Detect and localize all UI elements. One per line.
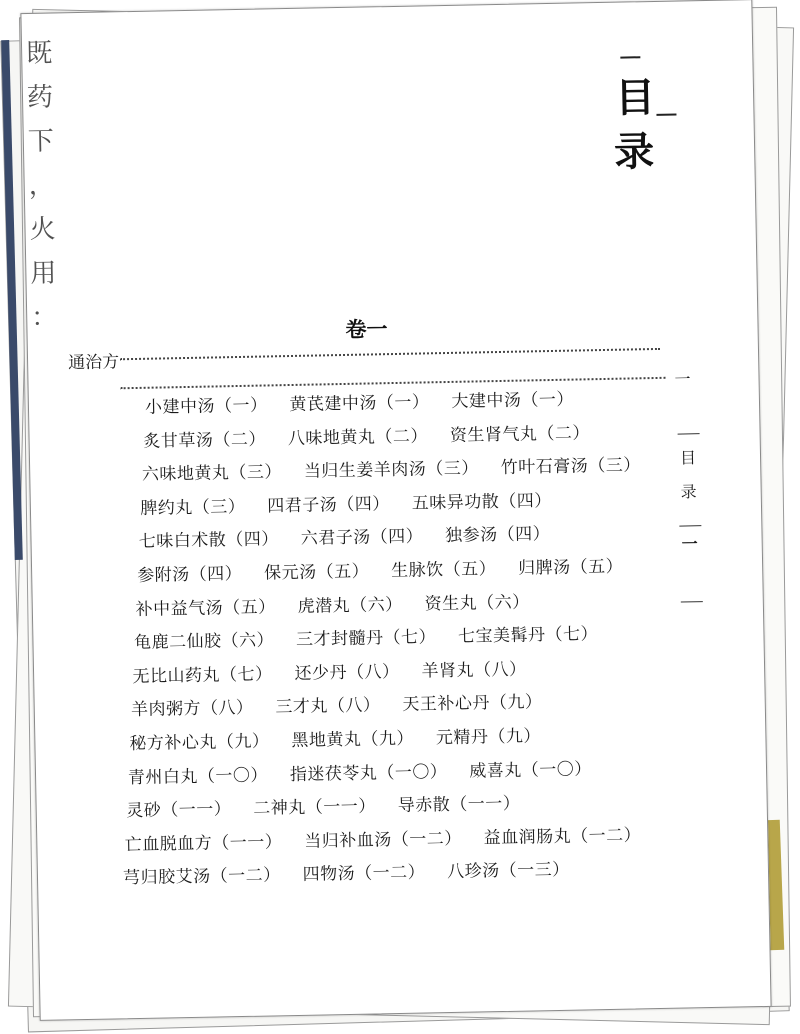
toc-entry: 虎潜丸（六） [297,594,403,617]
bleed-char: 火 [29,214,56,245]
toc-entry: 三才封髓丹（七） [295,627,437,651]
bleed-char: 用 [30,258,57,289]
section-name: 通治方 [67,352,120,374]
title-rule [656,114,676,116]
toc-entry: 六君子汤（四） [300,526,424,550]
toc-entry: 小建中汤（一） [144,395,268,418]
volume-heading: 卷一 [345,317,388,342]
toc-entry: 无比山药丸（七） [132,664,273,687]
toc-entry: 还少丹（八） [294,661,400,684]
contents-page [20,0,771,1021]
toc-entry: 四君子汤（四） [267,493,390,517]
toc-entry: 炙甘草汤（二） [143,429,267,452]
toc-entry: 八味地黄丸（二） [287,425,429,449]
toc-entry: 竹叶石膏汤（三） [500,455,641,479]
toc-entry: 大建中汤（一） [451,389,575,412]
margin-label: 目 [679,448,697,468]
bleed-char: 药 [26,82,54,114]
bleed-char: 下 [27,126,55,157]
toc-entry: 芎归胶艾汤（一二） [123,865,281,889]
toc-entry: 天王补心丹（九） [402,692,543,716]
toc-entry: 羊肉粥方（八） [130,698,254,721]
toc-entry: 元精丹（九） [435,726,542,749]
leader-dots [120,348,660,360]
toc-entry: 参附汤（四） [137,563,243,586]
toc-entry: 补中益气汤（五） [135,596,276,620]
toc-entry: 威喜丸（一〇） [469,758,592,782]
toc-entry: 羊肾丸（八） [421,659,527,682]
toc-entry: 益血润肠丸（一二） [483,825,642,849]
toc-entry: 归脾汤（五） [517,556,624,579]
toc-entry: 导赤散（一一） [397,793,521,817]
margin-marker [670,441,708,562]
toc-entry: 七宝美髯丹（七） [457,624,599,647]
margin-rule [681,601,703,602]
toc-entry: 独参汤（四） [445,524,551,547]
toc-entry: 当归生姜羊肉汤（三） [303,458,480,482]
toc-entry: 秘方补心丸（九） [129,731,270,755]
toc-entry: 三才丸（八） [275,695,381,718]
title-char: 录 [613,127,655,176]
margin-page-number: 一 [681,534,698,554]
margin-rule [678,433,700,434]
toc-entry: 四物汤（一二） [302,862,426,886]
toc-entry: 二神丸（一一） [253,796,376,819]
toc-entry: 青州白丸（一〇） [127,765,269,788]
toc-entry: 黄芪建中汤（一） [289,392,430,416]
section-page: 一 [674,369,691,389]
toc-entry: 龟鹿二仙胶（六） [133,630,275,654]
entry-list [113,382,683,897]
margin-label: 录 [680,482,697,502]
toc-entry: 脾约丸（三） [140,496,246,519]
toc-entry: 六味地黄丸（三） [141,462,283,486]
toc-entry: 资生肾气丸（二） [449,422,591,446]
toc-entry: 指迷茯苓丸（一〇） [289,761,448,785]
toc-entry: 亡血脱血方（一一） [124,831,283,855]
bleed-char: ： [30,302,58,333]
toc-entry: 黑地黄丸（九） [291,728,415,751]
toc-entry: 灵砂（一一） [126,799,232,822]
toc-entry: 五味异功散（四） [411,490,552,514]
toc-entry: 保元汤（五） [264,561,370,584]
title-rule [620,56,640,58]
title-char: 目 [614,73,656,122]
toc-entry: 资生丸（六） [424,592,530,615]
bleed-char: ， [28,170,56,201]
toc-entry: 七味白术散（四） [138,529,279,553]
toc-entry: 八珍汤（一三） [446,860,570,883]
bleed-char: 既 [25,38,53,70]
toc-entry: 当归补血汤（一二） [304,828,462,852]
bleed-through-text [26,32,58,340]
toc-entry: 生脉饮（五） [390,559,497,582]
